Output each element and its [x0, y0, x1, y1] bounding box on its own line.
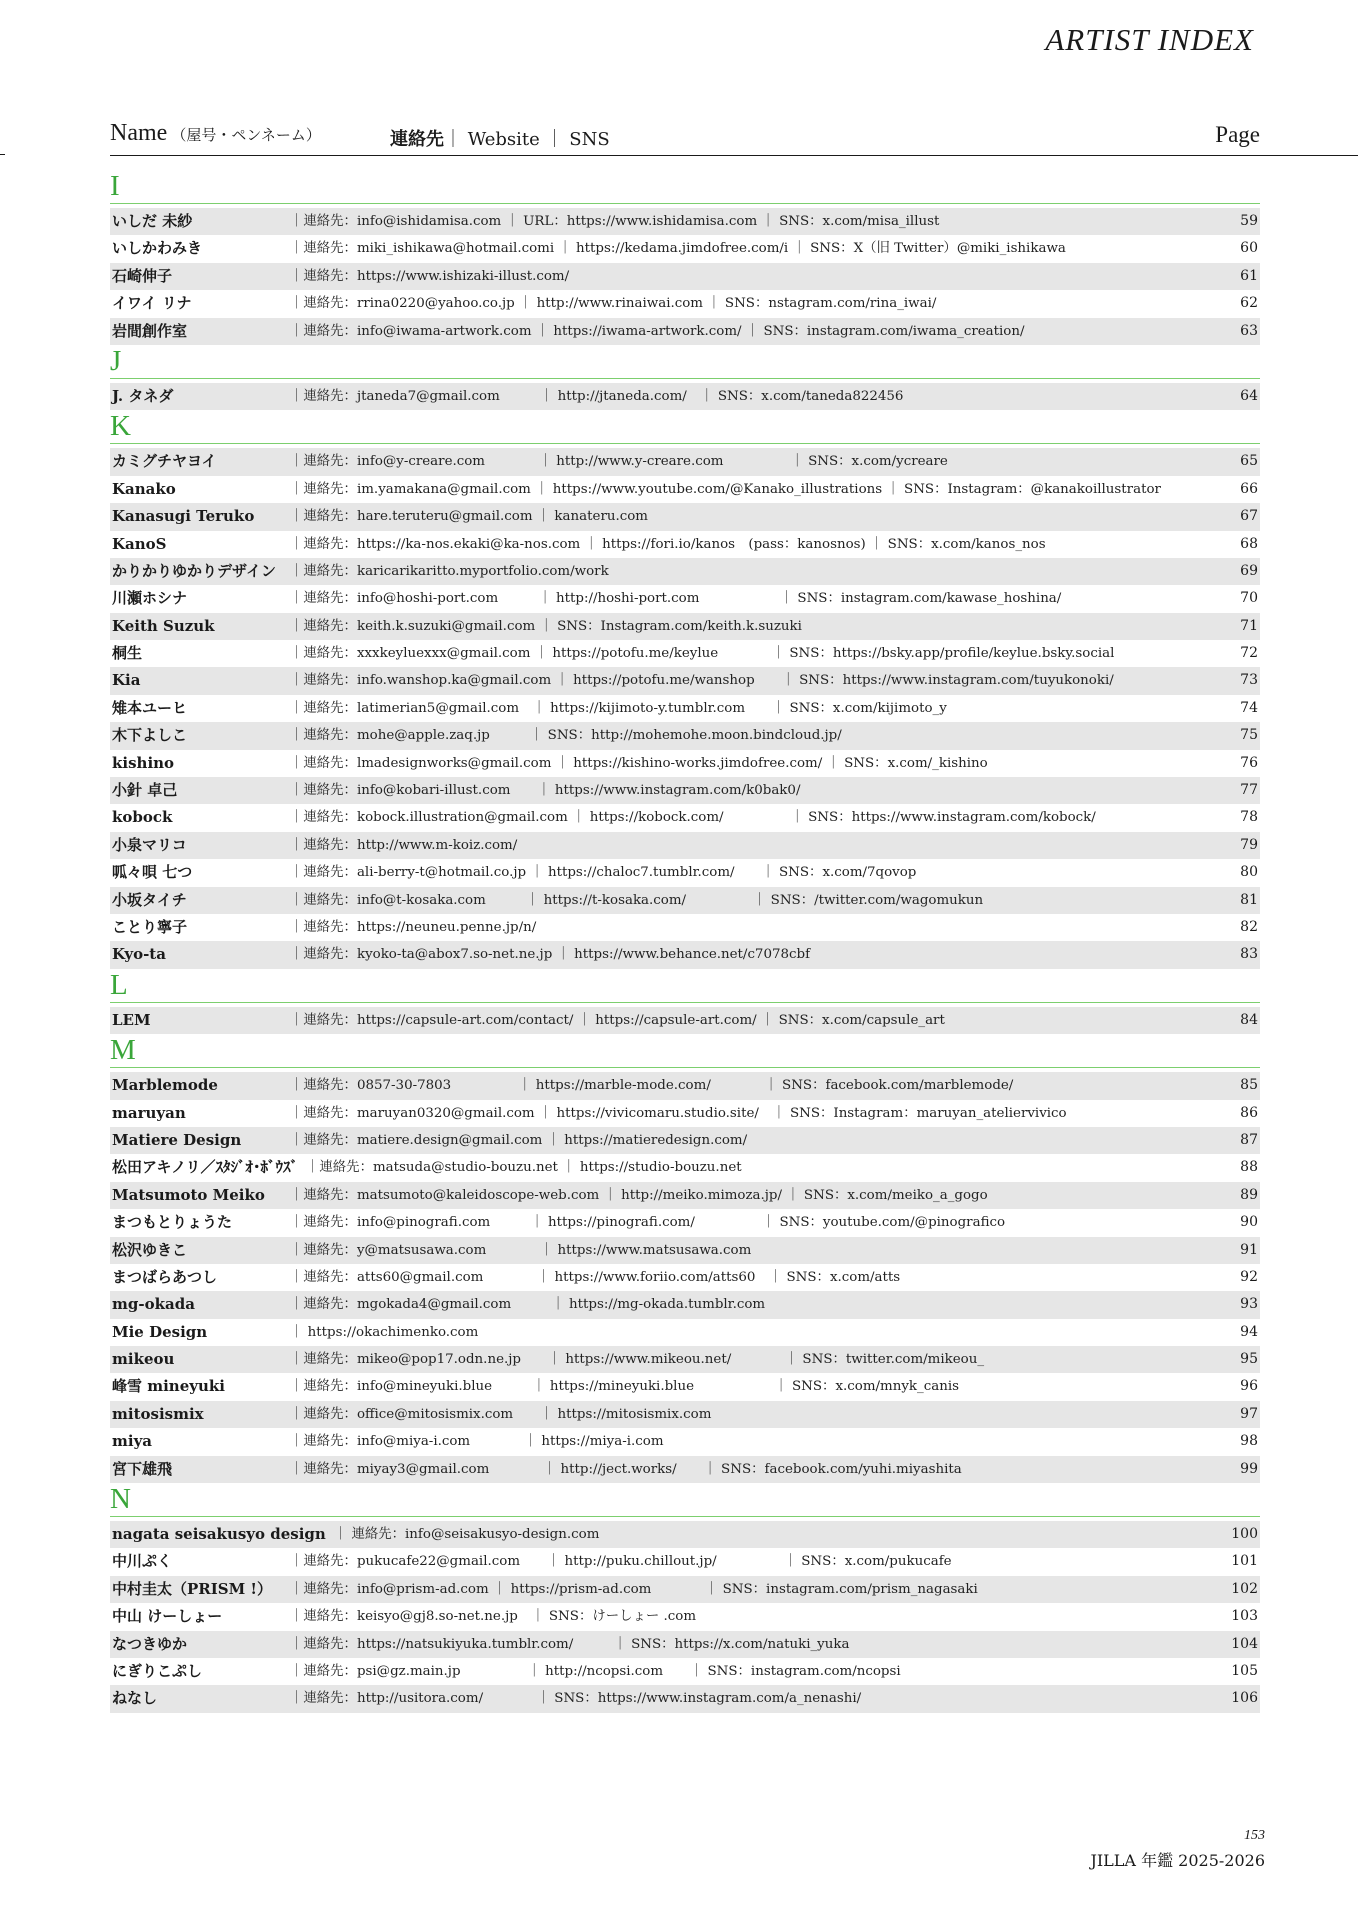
section-letter: J — [110, 345, 1260, 379]
artist-name: 松田アキノリ／ｽﾀｼﾞｵ･ﾎﾞｳｽﾞ — [112, 1158, 299, 1177]
artist-row — [110, 859, 1260, 886]
artist-name: 小針 卓己 — [112, 781, 178, 800]
artist-row — [110, 448, 1260, 475]
artist-page: 66 — [1240, 480, 1258, 497]
artist-row — [110, 1291, 1260, 1318]
artist-row — [110, 1154, 1260, 1181]
artist-name: 桐生 — [112, 644, 143, 663]
artist-name: 宮下雄飛 — [112, 1459, 173, 1478]
artist-row — [110, 640, 1260, 667]
artist-page: 86 — [1240, 1104, 1258, 1121]
artist-contact: ｜連絡先：info@ishidamisa.com ｜ URL：https://www.ishidamisa.com ｜ SNS：x.com/misa_illust — [290, 214, 940, 229]
artist-contact: ｜連絡先：info@mineyuki.blue ｜ https://mineyuki.blue ｜ SNS：x.com/mnyk_canis — [290, 1379, 959, 1395]
artist-contact: ｜連絡先：info@prism-ad.com ｜ https://prism-ad.com ｜ SNS：instagram.com/prism_nagasaki — [290, 1581, 978, 1597]
artist-page: 104 — [1231, 1635, 1258, 1652]
artist-name: いしだ 未紗 — [112, 212, 193, 230]
artist-page: 105 — [1231, 1662, 1258, 1679]
artist-contact: ｜連絡先：https://ka-nos.ekaki@ka-nos.com ｜ https://fori.io/kanos (pass：kanosnos) ｜ SNS：x.com/kanos_nos — [290, 536, 1046, 552]
artist-contact: ｜連絡先：kobock.illustration@gmail.com ｜ https://kobock.com/ ｜ SNS：https://www.instagram.com/kobock/ — [290, 810, 1096, 826]
artist-name: カミグチヤヨイ — [112, 452, 217, 471]
index-section — [110, 1034, 1260, 1483]
header-name — [110, 120, 321, 147]
artist-contact: ｜連絡先：ali-berry-t@hotmail.co.jp ｜ https://chaloc7.tumblr.com/ ｜ SNS：x.com/7qovop — [290, 865, 917, 881]
index-section — [110, 969, 1260, 1034]
index-section — [110, 170, 1260, 345]
artist-page: 78 — [1240, 809, 1258, 826]
artist-contact: ｜連絡先：info@y-creare.com ｜ http://www.y-creare.com ｜ SNS：x.com/ycreare — [290, 454, 948, 470]
artist-contact: ｜連絡先：y@matsusawa.com ｜ https://www.matsusawa.com — [290, 1242, 752, 1258]
artist-row — [110, 383, 1260, 410]
artist-row — [110, 1456, 1260, 1483]
artist-name: Kyo-ta — [112, 945, 166, 964]
artist-row — [110, 914, 1260, 941]
publication-footer: JILLA 年鑑 2025-2026 — [1090, 1851, 1265, 1870]
artist-name: 小坂タイチ — [112, 890, 187, 909]
artist-contact: ｜連絡先：http://usitora.com/ ｜ SNS：https://www.instagram.com/a_nenashi/ — [290, 1691, 862, 1707]
artist-row — [110, 1373, 1260, 1400]
artist-row — [110, 318, 1260, 345]
artist-contact: ｜連絡先：https://neuneu.penne.jp/n/ — [290, 919, 537, 935]
artist-page: 98 — [1240, 1433, 1258, 1450]
artist-page: 82 — [1240, 918, 1258, 935]
artist-contact: ｜連絡先：https://www.ishizaki-illust.com/ — [290, 268, 570, 284]
section-letter: N — [110, 1483, 1260, 1517]
artist-page: 83 — [1240, 946, 1258, 963]
artist-page: 74 — [1240, 699, 1258, 716]
artist-row — [110, 804, 1260, 831]
artist-contact: ｜連絡先：info@hoshi-port.com ｜ http://hoshi-port.com ｜ SNS：instagram.com/kawase_hoshina/ — [290, 591, 1062, 607]
artist-contact: ｜連絡先：info@kobari-illust.com ｜ https://www.instagram.com/k0bak0/ — [290, 783, 801, 799]
column-header — [110, 120, 1260, 154]
artist-page: 100 — [1231, 1526, 1258, 1543]
artist-name: nagata seisakusyo design — [112, 1525, 326, 1544]
artist-contact: ｜連絡先：info.wanshop.ka@gmail.com ｜ https://potofu.me/wanshop ｜ SNS：https://www.instagram.com/tuyukonoki/ — [290, 673, 1114, 689]
artist-contact: ｜ https://okachimenko.com — [290, 1324, 479, 1340]
artist-contact: ｜連絡先：mikeo@pop17.odn.ne.jp ｜ https://www.mikeou.net/ ｜ SNS：twitter.com/mikeou_ — [290, 1352, 985, 1368]
artist-page: 59 — [1240, 213, 1258, 229]
artist-name: kishino — [112, 753, 175, 772]
artist-row — [110, 1100, 1260, 1127]
artist-contact: ｜連絡先：keith.k.suzuki@gmail.com ｜ SNS：Instagram.com/keith.k.suzuki — [290, 618, 802, 634]
artist-contact: ｜連絡先：info@iwama-artwork.com ｜ https://iwama-artwork.com/ ｜ SNS：instagram.com/iwama_creation/ — [290, 323, 1025, 339]
page-title: ARTIST INDEX — [1045, 22, 1254, 57]
artist-name: なつきゆか — [112, 1634, 188, 1653]
artist-contact: ｜連絡先：kyoko-ta@abox7.so-net.ne.jp ｜ https://www.behance.net/c7078cbf — [290, 947, 811, 963]
artist-page: 75 — [1240, 727, 1258, 744]
artist-row — [110, 777, 1260, 804]
section-letter: L — [110, 969, 1260, 1003]
artist-row — [110, 1346, 1260, 1373]
artist-page: 91 — [1240, 1241, 1258, 1258]
index-section — [110, 410, 1260, 968]
header-name-sub: （屋号・ペンネーム） — [171, 126, 321, 144]
artist-contact: ｜連絡先：karicarikaritto.myportfolio.com/work — [290, 563, 609, 579]
artist-name: ねなし — [112, 1689, 158, 1708]
artist-name: 小泉マリコ — [112, 835, 187, 854]
artist-name: miya — [112, 1432, 153, 1451]
artist-row — [110, 1548, 1260, 1575]
artist-row — [110, 235, 1260, 262]
header-columns — [390, 125, 610, 151]
artist-page: 96 — [1240, 1378, 1258, 1395]
artist-row — [110, 1685, 1260, 1712]
artist-contact: ｜連絡先：pukucafe22@gmail.com ｜ http://puku.chillout.jp/ ｜ SNS：x.com/pukucafe — [290, 1554, 952, 1570]
artist-name: 中山 けーしょー — [112, 1607, 223, 1626]
artist-name: kobock — [112, 808, 173, 827]
artist-contact: ｜連絡先：atts60@gmail.com ｜ https://www.foriio.com/atts60 ｜ SNS：x.com/atts — [290, 1269, 901, 1285]
artist-row — [110, 1428, 1260, 1455]
artist-name: ことり寧子 — [112, 917, 188, 936]
artist-contact: ｜連絡先：rrina0220@yahoo.co.jp ｜ http://www.rinaiwai.com ｜ SNS：nstagram.com/rina_iwai/ — [290, 296, 937, 312]
artist-name: 峰雪 mineyuki — [112, 1377, 225, 1396]
artist-contact: ｜連絡先：matsumoto@kaleidoscope-web.com ｜ http://meiko.mimoza.jp/ ｜ SNS：x.com/meiko_a_gogo — [290, 1187, 988, 1203]
artist-page: 94 — [1240, 1323, 1258, 1340]
header-contact-label: 連絡先 — [390, 129, 444, 150]
artist-name: イワイ リナ — [112, 294, 192, 313]
artist-contact: ｜連絡先：mgokada4@gmail.com ｜ https://mg-okada.tumblr.com — [290, 1297, 766, 1313]
artist-page: 93 — [1240, 1296, 1258, 1313]
artist-contact: ｜連絡先：mohe@apple.zaq.jp ｜ SNS：http://mohemohe.moon.bindcloud.jp/ — [290, 728, 842, 744]
artist-page: 61 — [1240, 267, 1258, 284]
artist-name: にぎりこぷし — [112, 1661, 203, 1680]
artist-name: Matiere Design — [112, 1130, 242, 1149]
artist-page: 60 — [1240, 240, 1258, 257]
artist-name: mg-okada — [112, 1295, 195, 1314]
artist-name: Matsumoto Meiko — [112, 1185, 265, 1204]
artist-name: 岩間創作室 — [112, 321, 188, 340]
header-rule — [110, 155, 1358, 156]
artist-row — [110, 1237, 1260, 1264]
artist-contact: ｜ 連絡先：info@seisakusyo-design.com — [333, 1527, 600, 1543]
artist-row — [110, 1401, 1260, 1428]
header-page: Page — [1215, 122, 1260, 147]
artist-name: 川瀬ホシナ — [112, 589, 188, 608]
artist-page: 76 — [1240, 754, 1258, 771]
artist-contact: ｜連絡先：hare.teruteru@gmail.com ｜ kanateru.com — [290, 509, 648, 525]
artist-name: 中川ぷく — [112, 1552, 173, 1571]
artist-page: 101 — [1231, 1553, 1258, 1570]
artist-page: 97 — [1240, 1405, 1258, 1422]
artist-contact: ｜連絡先：miyay3@gmail.com ｜ http://ject.works/ ｜ SNS：facebook.com/yuhi.miyashita — [290, 1461, 962, 1477]
artist-name: 木下よしこ — [112, 726, 188, 745]
artist-name: Mie Design — [112, 1322, 208, 1341]
artist-contact: ｜連絡先：maruyan0320@gmail.com ｜ https://vivicomaru.studio.site/ ｜ SNS：Instagram：maruyan_ateliervivico — [290, 1105, 1067, 1121]
artist-contact: ｜連絡先：office@mitosismix.com ｜ https://mitosismix.com — [290, 1406, 712, 1422]
artist-page: 70 — [1240, 590, 1258, 607]
artist-contact: ｜連絡先：lmadesignworks@gmail.com ｜ https://kishino-works.jimdofree.com/ ｜ SNS：x.com/_kishino — [290, 755, 988, 771]
artist-name: Kia — [112, 671, 141, 690]
artist-contact: ｜連絡先：0857-30-7803 ｜ https://marble-mode.com/ ｜ SNS：facebook.com/marblemode/ — [290, 1078, 1014, 1094]
artist-name: Keith Suzuk — [112, 616, 215, 635]
artist-contact: ｜連絡先：keisyo@gj8.so-net.ne.jp ｜ SNS：けーしょー .com — [290, 1609, 697, 1625]
artist-row — [110, 1264, 1260, 1291]
artist-name: まつもとりょうた — [112, 1213, 233, 1232]
artist-page: 95 — [1240, 1351, 1258, 1368]
artist-page: 69 — [1240, 562, 1258, 579]
artist-page: 62 — [1240, 295, 1258, 312]
artist-row — [110, 613, 1260, 640]
index-section — [110, 1483, 1260, 1713]
artist-row — [110, 1209, 1260, 1236]
artist-page: 72 — [1240, 645, 1258, 662]
artist-page: 106 — [1231, 1690, 1258, 1707]
artist-name: maruyan — [112, 1103, 186, 1122]
artist-contact: ｜連絡先：jtaneda7@gmail.com ｜ http://jtaneda.com/ ｜ SNS：x.com/taneda822456 — [290, 388, 904, 404]
crop-mark — [0, 154, 5, 155]
artist-page: 67 — [1240, 508, 1258, 525]
artist-row — [110, 941, 1260, 968]
header-name-label: Name — [110, 120, 168, 146]
artist-row — [110, 1007, 1260, 1034]
artist-page: 73 — [1240, 672, 1258, 689]
artist-row — [110, 1658, 1260, 1685]
section-letter: K — [110, 410, 1260, 444]
artist-page: 81 — [1240, 891, 1258, 908]
artist-contact: ｜連絡先：matiere.design@gmail.com ｜ https://matieredesign.com/ — [290, 1132, 748, 1148]
artist-row — [110, 1182, 1260, 1209]
artist-contact: ｜連絡先：miki_ishikawa@hotmail.comi ｜ https://kedama.jimdofree.com/i ｜ SNS：X（旧 Twitter）@miki_ishikawa — [290, 241, 1066, 257]
artist-contact: ｜連絡先：im.yamakana@gmail.com ｜ https://www.youtube.com/@Kanako_illustrations ｜ SNS：Instagram：@kanakoillustrator — [290, 481, 1161, 497]
artist-page: 88 — [1240, 1159, 1258, 1176]
artist-page: 71 — [1240, 617, 1258, 634]
artist-name: かりかりゆかりデザイン — [112, 561, 276, 580]
artist-page: 63 — [1240, 322, 1258, 339]
index-section — [110, 345, 1260, 410]
artist-contact: ｜連絡先：https://natsukiyuka.tumblr.com/ ｜ SNS：https://x.com/natuki_yuka — [290, 1636, 850, 1652]
artist-contact: ｜連絡先：info@pinografi.com ｜ https://pinografi.com/ ｜ SNS：youtube.com/@pinografico — [290, 1215, 1006, 1231]
page-number: 153 — [1244, 1828, 1265, 1843]
header-website-sns-label: ｜ Website ｜ SNS — [444, 129, 610, 150]
artist-row — [110, 887, 1260, 914]
artist-row — [110, 531, 1260, 558]
artist-contact: ｜連絡先：xxxkeyluexxx@gmail.com ｜ https://potofu.me/keylue ｜ SNS：https://bsky.app/profile/keylue.bsky.social — [290, 646, 1115, 662]
artist-name: LEM — [112, 1010, 151, 1029]
artist-page: 87 — [1240, 1131, 1258, 1148]
artist-name: 呱々唄 七つ — [112, 863, 193, 882]
artist-row — [110, 1631, 1260, 1658]
artist-row — [110, 1127, 1260, 1154]
artist-name: 中村圭太（PRISM !） — [112, 1579, 273, 1598]
artist-page: 103 — [1231, 1608, 1258, 1625]
artist-name: まつばらあつし — [112, 1267, 218, 1286]
artist-row — [110, 667, 1260, 694]
artist-name: mitosismix — [112, 1404, 204, 1423]
artist-page: 85 — [1240, 1077, 1258, 1094]
artist-page: 102 — [1231, 1580, 1258, 1597]
artist-page: 80 — [1240, 864, 1258, 881]
artist-name: J. タネダ — [112, 386, 174, 405]
section-letter: M — [110, 1034, 1260, 1068]
artist-row — [110, 290, 1260, 317]
artist-row — [110, 1072, 1260, 1099]
artist-index — [110, 170, 1260, 1713]
artist-contact: ｜連絡先：https://capsule-art.com/contact/ ｜ https://capsule-art.com/ ｜ SNS：x.com/capsule_art — [290, 1012, 945, 1028]
artist-page: 79 — [1240, 836, 1258, 853]
artist-row — [110, 208, 1260, 235]
artist-name: mikeou — [112, 1350, 175, 1369]
artist-row — [110, 263, 1260, 290]
artist-contact: ｜連絡先：http://www.m-koiz.com/ — [290, 837, 518, 853]
artist-page: 65 — [1240, 453, 1258, 470]
artist-name: 雉本ユーヒ — [112, 698, 188, 717]
artist-row — [110, 695, 1260, 722]
artist-contact: ｜連絡先：matsuda@studio-bouzu.net ｜ https://studio-bouzu.net — [306, 1160, 742, 1176]
artist-page: 77 — [1240, 782, 1258, 799]
artist-page: 90 — [1240, 1214, 1258, 1231]
artist-name: いしかわみき — [112, 239, 203, 258]
artist-page: 64 — [1240, 387, 1258, 404]
section-letter: I — [110, 170, 1260, 204]
artist-contact: ｜連絡先：latimerian5@gmail.com ｜ https://kijimoto-y.tumblr.com ｜ SNS：x.com/kijimoto_y — [290, 700, 947, 716]
artist-contact: ｜連絡先：info@miya-i.com ｜ https://miya-i.com — [290, 1434, 664, 1450]
artist-page: 84 — [1240, 1011, 1258, 1028]
artist-row — [110, 558, 1260, 585]
artist-page: 99 — [1240, 1460, 1258, 1477]
artist-row — [110, 1603, 1260, 1630]
artist-row — [110, 503, 1260, 530]
artist-name: Kanako — [112, 479, 176, 498]
artist-name: 石崎伸子 — [112, 266, 173, 285]
artist-row — [110, 750, 1260, 777]
artist-name: 松沢ゆきこ — [112, 1240, 188, 1259]
artist-row — [110, 832, 1260, 859]
artist-row — [110, 1319, 1260, 1346]
artist-contact: ｜連絡先：psi@gz.main.jp ｜ http://ncopsi.com ｜ SNS：instagram.com/ncopsi — [290, 1663, 901, 1679]
artist-row — [110, 476, 1260, 503]
artist-contact: ｜連絡先：info@t-kosaka.com ｜ https://t-kosaka.com/ ｜ SNS：/twitter.com/wagomukun — [290, 892, 984, 908]
artist-row — [110, 585, 1260, 612]
artist-row — [110, 1521, 1260, 1548]
artist-name: Kanasugi Teruko — [112, 507, 255, 526]
artist-page: 89 — [1240, 1186, 1258, 1203]
artist-page: 68 — [1240, 535, 1258, 552]
artist-row — [110, 1576, 1260, 1603]
artist-row — [110, 722, 1260, 749]
artist-name: Marblemode — [112, 1076, 218, 1095]
artist-name: KanoS — [112, 534, 167, 553]
artist-page: 92 — [1240, 1268, 1258, 1285]
